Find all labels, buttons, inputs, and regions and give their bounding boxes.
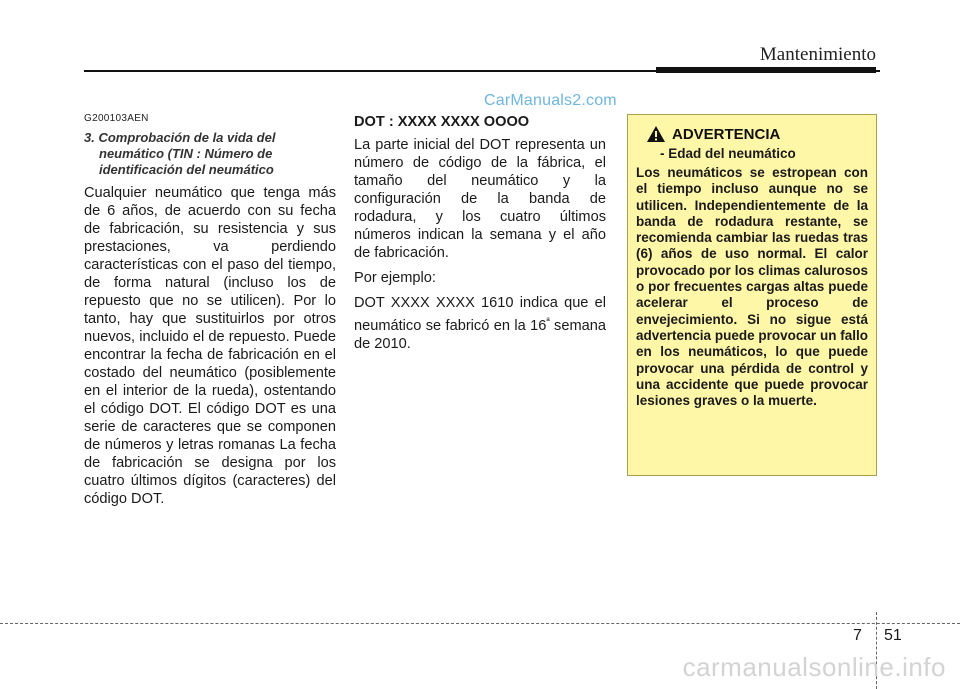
footer-rule <box>0 623 960 624</box>
section-code: G200103AEN <box>84 113 149 124</box>
chapter-number: 7 <box>853 627 862 644</box>
warning-triangle-icon <box>646 125 666 143</box>
page-number: 51 <box>884 627 902 644</box>
example-text <box>354 294 606 353</box>
dot-code-title: DOT : XXXX XXXX OOOO <box>354 114 530 130</box>
warning-box <box>627 114 877 476</box>
example-label: Por ejemplo: <box>354 270 436 286</box>
warning-subtitle: - Edad del neumático <box>660 146 796 161</box>
warning-header <box>646 125 868 143</box>
ordinal-superscript: ª <box>546 316 550 326</box>
section-title: Mantenimiento <box>759 44 876 65</box>
dot-explanation: La parte inicial del DOT representa un número de código de la fábrica, el tamaño del neumático y la configuración de la banda de rodadura, y los cuatro últimos números indican la semana y el año de fabricación. <box>354 137 606 261</box>
body-paragraph: Cualquier neumático que tenga más de 6 años, de acuerdo con su fecha de fabricación, su resistencia y sus prestaciones, va perdiendo características con el paso del tiempo, de forma natural (incluso los de repuesto que no se utilicen). Por lo tanto, hay que sustituirlos por otros nuevos, incluido el de repuesto. Puede encontrar la fecha de fabricación en el costado del neumático (posiblemente en el interior de la rueda), ostentando el código DOT. El código DOT es una serie de caracteres que se componen de números y letras romanas La fecha de fabricación se designa por los cuatro últimos dígitos (caracteres) del código DOT. <box>84 185 336 507</box>
watermark-top: CarManuals2.com <box>484 92 617 109</box>
column-left <box>84 113 336 515</box>
warning-text: Los neumáticos se estropean con el tiempo incluso aunque no se utilicen. Independientemente de la banda de rodadura restante, se recomienda cambiar las ruedas tras (6) años de uso normal. El calor provocado por los climas calurosos o por frecuentes cargas altas puede acelerar el proceso de envejecimiento. Si no sigue está advertencia puede provocar un fallo en los neumáticos, lo que puede provocar una pérdida de control y una accidente que puede provocar lesiones graves o la muerte. <box>636 165 868 409</box>
header-rule-accent <box>656 67 876 73</box>
example-text-end: semana de 2010. <box>354 317 606 352</box>
column-middle <box>354 113 606 360</box>
example-text-start: DOT XXXX XXXX 1610 indica que el neumático se fabricó en la 16 <box>354 295 606 334</box>
section-heading: 3. Comprobación de la vida del neumático (TIN : Número de identificación del neumático <box>84 130 276 177</box>
warning-title: ADVERTENCIA <box>672 125 781 143</box>
watermark-bottom: carmanualsonline.info <box>682 652 946 682</box>
